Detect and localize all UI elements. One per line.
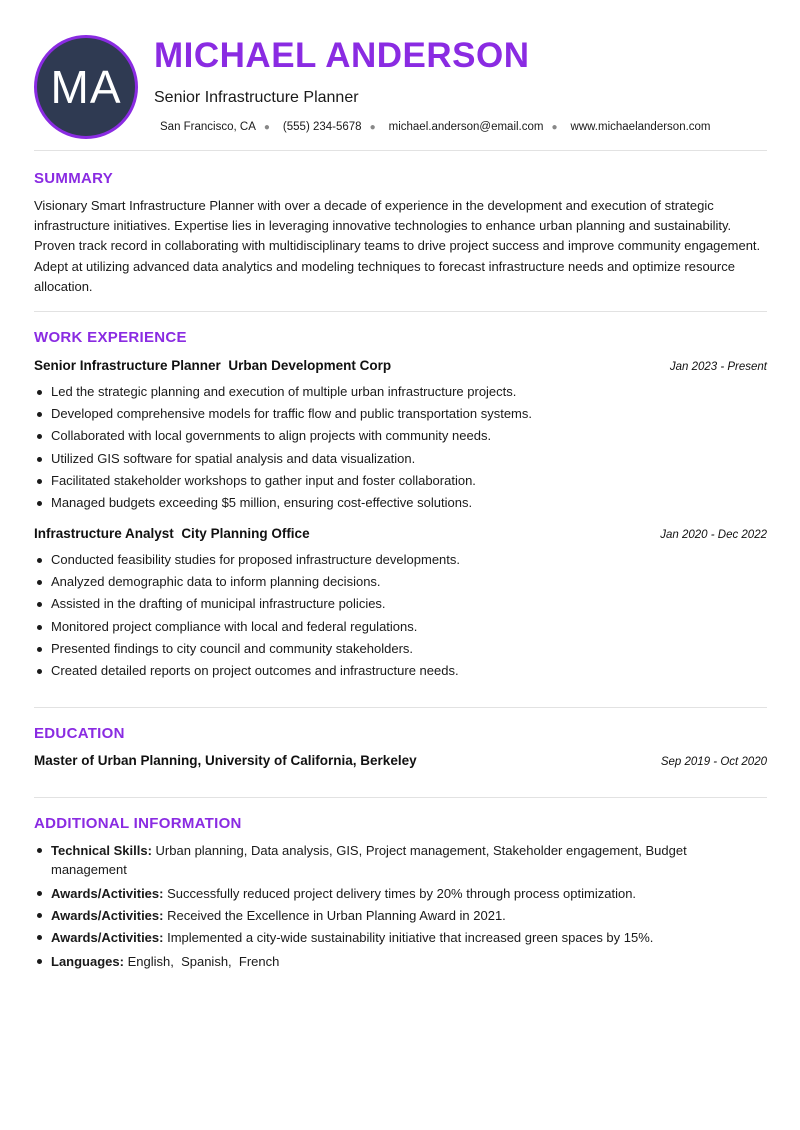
list-item: Conducted feasibility studies for proposed infrastructure developments. <box>34 549 767 571</box>
job-bullets <box>34 549 767 682</box>
info-label: Technical Skills: <box>51 843 152 858</box>
job-role: Infrastructure Analyst <box>34 526 174 541</box>
info-text: Received the Excellence in Urban Planning Award in 2021. <box>167 908 506 923</box>
education-entry <box>34 753 767 768</box>
summary-heading: SUMMARY <box>34 170 114 187</box>
info-text: Successfully reduced project delivery times by 20% through process optimization. <box>167 886 637 901</box>
education-dates: Sep 2019 - Oct 2020 <box>660 756 767 768</box>
info-label: Awards/Activities: <box>51 930 164 945</box>
dot-separator-icon: ● <box>551 121 558 133</box>
work-experience-heading: WORK EXPERIENCE <box>34 329 187 346</box>
additional-info-heading: ADDITIONAL INFORMATION <box>34 815 242 832</box>
list-item <box>34 884 714 903</box>
list-item <box>34 928 714 947</box>
contact-email[interactable]: michael.anderson@email.com <box>388 121 544 133</box>
list-item <box>34 906 714 925</box>
info-text: Urban planning, Data analysis, GIS, Project management, Stakeholder engagement, Budget management <box>51 843 687 877</box>
education-degree: Master of Urban Planning, University of California, Berkeley <box>34 753 417 768</box>
job-company: City Planning Office <box>181 526 310 541</box>
list-item <box>34 952 714 971</box>
dot-separator-icon: ● <box>369 121 376 133</box>
list-item: Led the strategic planning and execution of multiple urban infrastructure projects. <box>34 381 767 403</box>
info-label: Awards/Activities: <box>51 886 164 901</box>
list-item: Presented findings to city council and community stakeholders. <box>34 638 767 660</box>
list-item <box>34 841 714 879</box>
list-item: Developed comprehensive models for traffic flow and public transportation systems. <box>34 403 767 425</box>
job-role-line <box>34 526 310 541</box>
list-item: Monitored project compliance with local and federal regulations. <box>34 616 767 638</box>
list-item: Managed budgets exceeding $5 million, ensuring cost-effective solutions. <box>34 492 767 514</box>
section-divider <box>34 311 767 312</box>
contact-website[interactable]: www.michaelanderson.com <box>570 121 711 133</box>
info-label: Languages: <box>51 954 124 969</box>
job-role-line <box>34 358 391 373</box>
info-text: English, Spanish, French <box>127 954 280 969</box>
job-bullets <box>34 381 767 514</box>
list-item: Facilitated stakeholder workshops to gather input and foster collaboration. <box>34 470 767 492</box>
list-item: Created detailed reports on project outcomes and infrastructure needs. <box>34 660 767 682</box>
dot-separator-icon: ● <box>263 121 270 133</box>
candidate-name: MICHAEL ANDERSON <box>154 36 530 75</box>
list-item: Collaborated with local governments to align projects with community needs. <box>34 425 767 447</box>
avatar <box>34 35 138 139</box>
job-dates: Jan 2020 - Dec 2022 <box>660 529 767 541</box>
job-role: Senior Infrastructure Planner <box>34 358 221 373</box>
contact-phone[interactable]: (555) 234-5678 <box>282 121 362 133</box>
info-text: Implemented a city-wide sustainability initiative that increased green spaces by 15%. <box>167 930 654 945</box>
additional-info-list <box>34 841 714 974</box>
job-header <box>34 526 767 541</box>
list-item: Assisted in the drafting of municipal infrastructure policies. <box>34 593 767 615</box>
section-divider <box>34 797 767 798</box>
job-dates: Jan 2023 - Present <box>669 361 767 373</box>
contact-bar <box>160 121 711 133</box>
section-divider <box>34 707 767 708</box>
summary-text: Visionary Smart Infrastructure Planner with over a decade of experience in the development and execution of strategic infrastructure initiatives. Expertise lies in leveraging innovative technologies to enhance urban planning and sustainability. Proven track record in collaborating with multidisciplinary teams to drive project success and improve community engagement. Adept at utilizing advanced data analytics and modeling techniques to forecast infrastructure needs and optimize resource allocation. <box>34 198 761 294</box>
contact-location: San Francisco, CA <box>160 121 256 133</box>
info-label: Awards/Activities: <box>51 908 164 923</box>
job-company: Urban Development Corp <box>228 358 392 373</box>
list-item: Analyzed demographic data to inform planning decisions. <box>34 571 767 593</box>
education-heading: EDUCATION <box>34 725 125 742</box>
list-item: Utilized GIS software for spatial analysis and data visualization. <box>34 448 767 470</box>
job-header <box>34 358 767 373</box>
candidate-title: Senior Infrastructure Planner <box>154 89 359 106</box>
section-divider <box>34 150 767 151</box>
avatar-initials: MA <box>50 61 122 113</box>
